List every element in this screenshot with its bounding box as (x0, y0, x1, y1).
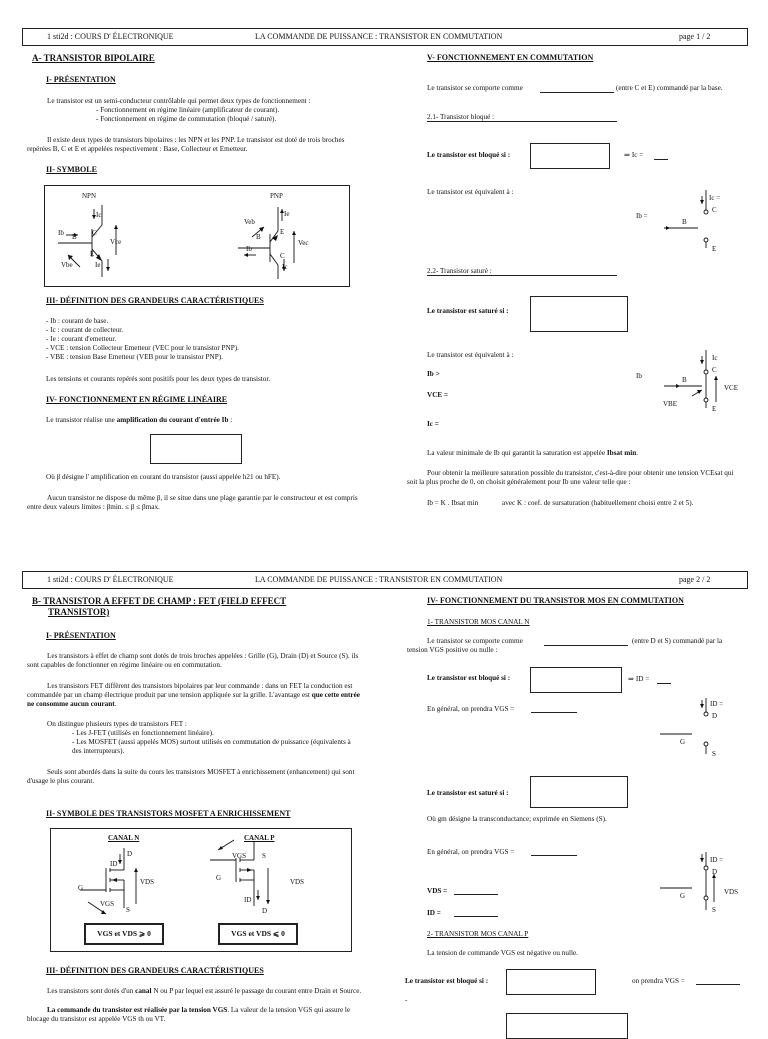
paragraph: On distingue plusieurs types de transistors FET : (47, 720, 187, 728)
p-id-label: ID (244, 896, 252, 904)
paragraph: Pour obtenir la meilleure saturation possible du transistor, c'est-à-dire pour obtenir une tension VCEsat qui soit la plus proche de 0, on choisit généralement pour Ib une valeur telle que : (407, 469, 734, 486)
blocked-condition-label: Le transistor est bloqué si : (427, 151, 511, 159)
vds-blank[interactable] (454, 886, 498, 895)
mos-blocked-equiv-drawing (656, 698, 716, 758)
paragraph: (entre D et S) commandé par la tension VGS positive ou nulle : (407, 637, 723, 654)
diag-ib-label: Ib (636, 372, 642, 380)
section-a-title: A- TRANSISTOR BIPOLAIRE (32, 53, 155, 63)
pnp-label: PNP (270, 192, 283, 200)
vgs-blocked-blank[interactable] (531, 704, 577, 713)
section-commutation-title: V- FONCTIONNEMENT EN COMMUTATION (427, 53, 594, 62)
id-blocked-blank[interactable] (657, 675, 671, 684)
section-definitions-title: III- DÉFINITION DES GRANDEURS CARACTÉRISTIQUES (46, 296, 264, 305)
mos-saturated-label: Le transistor est saturé si : (427, 789, 509, 797)
canal-p-vgs-blank[interactable] (696, 976, 740, 985)
n-g-label: G (78, 884, 84, 892)
pnp-e-label: E (280, 228, 285, 236)
diag-g-label: G (680, 738, 686, 746)
def-item: - VBE : tension Base Emetteur (VEB pour le transistor PNP). (46, 353, 223, 361)
canal-p-blocked-box[interactable] (506, 969, 596, 995)
formula: Ib = K . Ibsat min (427, 499, 479, 507)
id-blocked-label: ⇒ ID = (628, 675, 650, 683)
section-b-title: B- TRANSISTOR A EFFET DE CHAMP : FET (FIELD EFFECT (32, 596, 287, 606)
header-course: 1 sti2d : COURS D' ÉLECTRONIQUE (47, 575, 174, 584)
vgs-saturated-label: En général, on prendra VGS = (427, 848, 515, 856)
npn-vce-label: Vce (110, 238, 122, 246)
pnp-b-label: B (256, 233, 261, 241)
canal-p-blocked-label: Le transistor est bloqué si : (405, 977, 489, 985)
diag-e-label: E (712, 245, 717, 253)
diag-s-label: S (712, 750, 716, 758)
list-item: - Les MOSFET (aussi appelés MOS) surtout utilisés en commutation de puissance (équivalents à des interrupteurs). (72, 738, 351, 755)
underline (427, 121, 617, 122)
diag-vds-label: VDS (724, 888, 739, 896)
paragraph: Le transistor est un semi-conducteur contrôlable qui permet deux types de fonctionnement : (47, 97, 311, 105)
paragraph: Le transistor se comporte comme (427, 637, 523, 645)
p-s-label: S (262, 852, 266, 860)
subsection-canal-n-title: 1- TRANSISTOR MOS CANAL N (427, 618, 530, 626)
diag-id-label: ID = (710, 700, 724, 708)
paragraph-fet-advantage: Les transistors FET diffèrent des transistors bipolaires par leur commande : dans un FET la conduction est commandée par un champ électrique produit par une tension appliquée sur la grille. L'avantage est que cette entrée ne consomme aucun courant. (27, 682, 360, 708)
n-vgs-label: VGS (100, 900, 115, 908)
diag-vbe-label: VBE (663, 400, 677, 408)
paragraph-canal: Les transistors sont dotés d'un canal N ou P par lequel est assuré le passage du courant entre Drain et Source. (47, 987, 362, 995)
subsection-canal-p-title: 2- TRANSISTOR MOS CANAL P (427, 930, 529, 938)
paragraph-ibsat: La valeur minimale de Ib qui garantit la saturation est appelée Ibsat min. (427, 449, 638, 457)
paragraph-vgs: La commande du transistor est réalisée par la tension VGS. La valeur de la tension VGS qui assure le blocage du transistor est appelée VGS th ou VT. (27, 1006, 351, 1023)
paragraph: Où β désigne l' amplification en courant du transistor (aussi appelée h21 ou hFE). (46, 473, 281, 481)
n-d-label: D (127, 850, 133, 858)
ib-min-label: Ib > (427, 370, 440, 378)
equivalent-label: Le transistor est équivalent à : (427, 351, 514, 359)
vce-sat-label: VCE = (427, 391, 449, 399)
subsection-saturated-title: 2.2- Transistor saturé : (427, 267, 492, 275)
diag-ic-label: Ic = (709, 194, 721, 202)
npn-ie-label: Ie (95, 261, 101, 269)
diag-s-label: S (712, 906, 716, 914)
pnp-veb-label: Veb (244, 218, 255, 226)
diag-b-label: B (682, 376, 687, 384)
saturated-condition-label: Le transistor est saturé si : (427, 307, 509, 315)
header-page: page 1 / 2 (679, 32, 711, 41)
subsection-blocked-title: 2.1- Transistor bloqué : (427, 113, 495, 121)
diag-d-label: D (712, 712, 718, 720)
paragraph-amplification: Le transistor réalise une amplification du courant d'entrée Ib : (46, 416, 233, 424)
diag-vce-label: VCE (724, 384, 738, 392)
gm-note: Où gm désigne la transconductance; exprimée en Siemens (S). (427, 815, 607, 823)
blocked-equivalent-drawing (640, 190, 720, 260)
canal-n-label: CANAL N (108, 834, 140, 842)
canal-p-label: CANAL P (244, 834, 275, 842)
id-blank[interactable] (454, 908, 498, 917)
ic-sat-label: Ic = (427, 420, 439, 428)
ic-blocked-label: ⇒ Ic = (624, 151, 644, 159)
diag-d-label: D (712, 868, 718, 876)
pnp-vec-label: Vec (298, 239, 309, 247)
pnp-c-label: C (280, 252, 285, 260)
npn-ib-label: Ib (58, 229, 64, 237)
p-vds-label: VDS (290, 878, 305, 886)
page1-header (22, 28, 748, 46)
section-mosfet-symbol-title: II- SYMBOLE DES TRANSISTORS MOSFET A ENRICHISSEMENT (46, 809, 291, 818)
diag-b-label: B (682, 218, 687, 226)
pnp-ie-label: Ie (284, 210, 290, 218)
diag-c-label: C (712, 206, 717, 214)
canal-p-saturated-box[interactable] (506, 1013, 628, 1039)
n-id-label: ID (110, 860, 118, 868)
header-page: page 2 / 2 (679, 575, 711, 584)
diag-g-label: G (680, 892, 686, 900)
def-item: - Ie : courant d'emetteur. (46, 335, 117, 343)
ic-blocked-blank[interactable] (654, 151, 668, 160)
paragraph: La tension de commande VGS est négative ou nulle. (427, 949, 578, 957)
blocked-condition-box[interactable] (530, 143, 610, 169)
mos-blocked-box[interactable] (530, 667, 622, 693)
canal-p-condition: VGS et VDS ⩽ 0 (218, 923, 298, 945)
n-vds-label: VDS (140, 878, 155, 886)
section-fet-definitions-title: III- DÉFINITION DES GRANDEURS CARACTÉRISTIQUES (46, 966, 264, 975)
diag-e-label: E (712, 405, 717, 413)
diag-ic-label: Ic (712, 354, 718, 362)
diag-ib-label: Ib = (636, 212, 648, 220)
header-title: LA COMMANDE DE PUISSANCE : TRANSISTOR EN COMMUTATION (255, 575, 503, 584)
header-course: 1 sti2d : COURS D' ÉLECTRONIQUE (47, 32, 174, 41)
pnp-ic-label: Ic (282, 263, 288, 271)
npn-b-label: B (72, 233, 77, 241)
p-g-label: G (216, 874, 222, 882)
mos-saturated-equiv-drawing (656, 852, 739, 918)
vgs-blocked-label: En général, on prendra VGS = (427, 705, 515, 713)
npn-label: NPN (82, 192, 97, 200)
p-d-label: D (262, 907, 268, 915)
paragraph: Les transistors à effet de champ sont dotés de trois broches appelées : Grille (G), Drain (D) et Source (S). ils sont capables de fonctionner en régime linéaire ou en commutation. (27, 652, 359, 669)
section-presentation-title: I- PRÉSENTATION (46, 75, 116, 84)
paragraph: Le transistor se comporte comme (427, 84, 523, 92)
def-item: - VCE : tension Collecteur Emetteur (VEC pour le transistor PNP). (46, 344, 239, 352)
diag-c-label: C (712, 366, 717, 374)
def-item: - Ib : courant de base. (46, 317, 109, 325)
equivalent-label: Le transistor est équivalent à : (427, 188, 514, 196)
dash: - (405, 996, 408, 1004)
def-item: - Ic : courant de collecteur. (46, 326, 124, 334)
behaviour-blank[interactable] (540, 84, 614, 93)
npn-e-label: E (90, 250, 95, 258)
p-vgs-label: VGS (232, 852, 247, 860)
section-symbole-title: II- SYMBOLE (46, 165, 97, 174)
paragraph: Seuls sont abordés dans la suite du cours les transistors MOSFET à enrichissement (enhancement) qui sont d'usage le plus courant. (27, 768, 355, 785)
amplification-formula-box[interactable] (150, 434, 242, 464)
section-linear-title: IV- FONCTIONNEMENT EN RÉGIME LINÉAIRE (46, 395, 228, 404)
saturated-condition-box[interactable] (530, 296, 628, 332)
canal-n-condition: VGS et VDS ⩾ 0 (84, 923, 164, 945)
pnp-ib-label: Ib (246, 245, 252, 253)
section-presentation-title: I- PRÉSENTATION (46, 631, 116, 640)
n-s-label: S (126, 906, 130, 914)
underline (427, 275, 617, 276)
npn-c-label: C (92, 229, 97, 237)
paragraph: (entre C et E) commandé par la base. (616, 84, 723, 92)
mos-blocked-label: Le transistor est bloqué si : (427, 674, 511, 682)
list-item: - Fonctionnement en régime linéaire (amplificateur de courant). (96, 106, 280, 114)
bipolar-symbols-drawing (44, 185, 348, 285)
canal-p-vgs-label: on prendra VGS = (632, 977, 685, 985)
header-title: LA COMMANDE DE PUISSANCE : TRANSISTOR EN COMMUTATION (255, 32, 503, 41)
npn-ic-label: Ic (96, 211, 102, 219)
paragraph: Les tensions et courants repérés sont positifs pour les deux types de transistor. (46, 375, 271, 383)
mos-saturated-box[interactable] (530, 776, 628, 808)
vgs-saturated-blank[interactable] (531, 847, 577, 856)
npn-vbe-label: Vbe (61, 261, 73, 269)
diag-id-label: ID = (710, 856, 724, 864)
list-item: - Les J-FET (utilisés en fonctionnement linéaire). (72, 729, 214, 737)
section-b-title-cont: TRANSISTOR) (48, 607, 110, 617)
section-mos-commutation-title: IV- FONCTIONNEMENT DU TRANSISTOR MOS EN COMMUTATION (427, 596, 684, 605)
list-item: - Fonctionnement en régime de commutation (bloqué / saturé). (96, 115, 277, 123)
paragraph: Il existe deux types de transistors bipolaires : les NPN et les PNP. Le transistor est doté de trois broches repérées B, C et E et appelées respectivement : Base, Collecteur et Emetteur. (27, 136, 345, 153)
paragraph: Aucun transistor ne dispose du même β, il se situe dans une plage garantie par le constructeur et est compris entre deux valeurs limites : βmin. ≤ β ≤ βmax. (27, 494, 358, 511)
vds-label: VDS = (427, 887, 448, 895)
id-label: ID = (427, 909, 441, 917)
page2-header (22, 571, 748, 589)
formula-note: avec K : coef. de sursaturation (habituellement choisi entre 2 et 5). (502, 499, 694, 507)
